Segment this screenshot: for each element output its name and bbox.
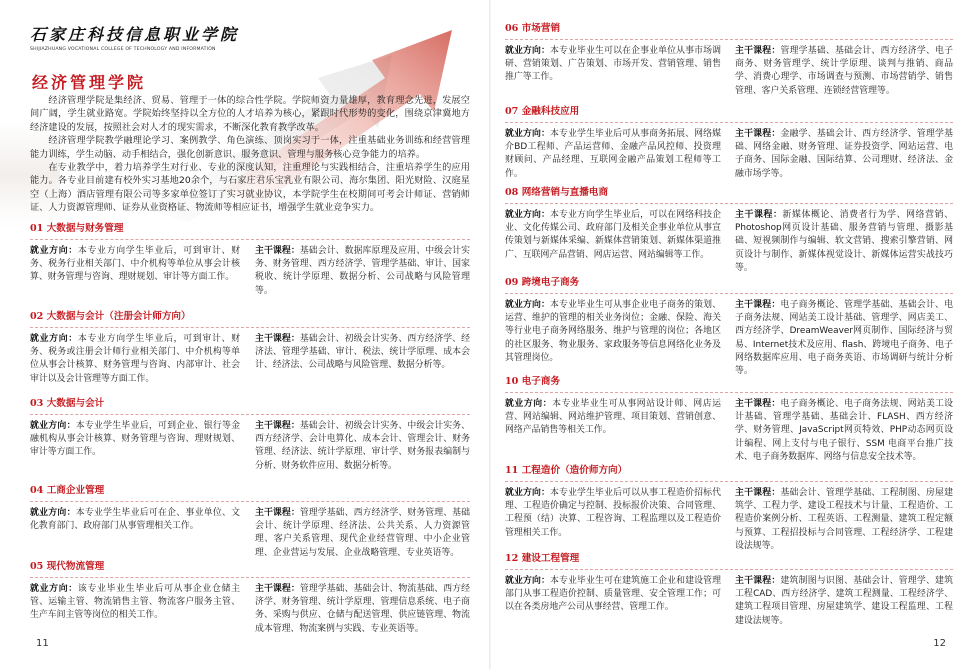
courses-content: 金融学、基础会计、西方经济学、管理学基础、网络金融、财务管理、证券投资学、网站运营、电子商务、国际金融、国际结算、公司理财、经济法、金融市场学等。 — [735, 129, 954, 179]
jobs-content: 本专业学生毕业后，可到企业、银行等金融机构从事会计核算、财务管理与咨询、理财规划、审计等方面工作。 — [30, 421, 241, 458]
major-title: 04 工商企业管理 — [30, 484, 470, 502]
jobs-content: 本专业学生毕业后可以从事工程造价招标代理、工程造价确定与控制、投标报价决策、合同管理、工程预（结）决算、工程咨询、工程监理以及工程造价管理相关工作。 — [505, 488, 722, 538]
major-section — [505, 186, 953, 275]
courses-text — [735, 128, 953, 181]
major-title: 01 大数据与财务管理 — [30, 222, 470, 240]
college-name-en: SHIJIAZHUANG VOCATIONAL COLLEGE OF TECHNOLOGY AND INFORMATION — [30, 47, 216, 52]
courses-label: 主干课程： — [735, 210, 783, 220]
intro-paragraph: 经济管理学院是集经济、贸易、管理于一体的综合性学院。学院师资力量雄厚，教育理念先进，发展空间广阔，学生就业路宽。学院始终坚持以全方位的人才培养为核心，紧跟时代形势的变化，围绕京津冀地方经济建设的发展，按照社会对人才的现实需求，不断深化教育教学改革。 — [30, 95, 470, 133]
courses-text — [255, 333, 470, 386]
jobs-text — [505, 299, 721, 378]
courses-content: 基础会计、数据库原理及应用、中级会计实务、财务管理、西方经济学、管理学基础、审计、国家税收、统计学原理、数据分析、公司战略与风险管理等。 — [255, 246, 471, 296]
courses-label: 主干课程： — [735, 129, 781, 139]
courses-text — [735, 209, 953, 275]
major-title: 06 市场营销 — [505, 22, 953, 40]
jobs-content: 该专业毕业生毕业后可从事企业仓储主管、运输主管、物流销售主管、物流客户服务主管、生产车间主管等岗位的相关工作。 — [30, 584, 241, 621]
jobs-label: 就业方向： — [505, 399, 553, 409]
major-section — [505, 552, 953, 628]
jobs-content: 本专业毕业生可以在企事业单位从事市场调研、营销策划、广告策划、市场开发、营销管理、销售推广等工作。 — [505, 46, 722, 83]
jobs-label: 就业方向： — [505, 300, 551, 310]
jobs-text — [30, 583, 240, 636]
jobs-label: 就业方向： — [505, 210, 551, 220]
major-section — [505, 105, 953, 181]
courses-content: 电子商务概论、管理学基础、基础会计、电子商务法规、网站美工设计基础、管理学、网店美工、西方经济学、DreamWeaver网页制作、国际经济与贸易、Internet技术及应用、flash、跨境电子商务、电子网络数据库应用、电子商务英语、市场调研与统计分析等。 — [735, 300, 954, 377]
courses-text — [255, 420, 470, 473]
courses-content: 电子商务概论、电子商务法规、网站美工设计基础、管理学基础、基础会计、FLASH、西方经济学、财务管理、JavaScript网页特效、PHP动态网页设计编程、网上支付与电子银行、SSM 电商平台推广技术、电子商务数据库、网络与信息安全技术等。 — [735, 399, 954, 462]
major-section — [30, 222, 470, 298]
right-page — [490, 0, 980, 669]
intro-paragraph: 经济管理学院教学融理论学习、案例教学、角色演练、顶岗实习于一体，注重基础业务训练和经营管理能力训练，学生动脑、动手相结合，强化创新意识、服务意识、管理与服务核心竞争能力的培养。 — [30, 135, 470, 160]
major-title: 07 金融科技应用 — [505, 105, 953, 123]
jobs-text — [505, 209, 721, 275]
jobs-label: 就业方向： — [505, 129, 551, 139]
jobs-text — [30, 333, 240, 386]
jobs-label: 就业方向： — [30, 508, 76, 518]
courses-content: 管理学基础、基础会计、西方经济学、电子商务、财务管理学、统计学原理、谈判与推销、商品学、消费心理学、市场调查与预测、市场营销学、销售管理、客户关系管理、连锁经营管理等。 — [735, 46, 954, 96]
courses-text — [255, 507, 470, 560]
courses-text — [735, 487, 953, 553]
jobs-label: 就业方向： — [30, 334, 78, 344]
college-name-cn: 石家庄科技信息职业学院 — [30, 25, 240, 44]
intro-paragraph: 在专业教学中，着力培养学生对行业、专业的深度认知，注重理论与实践相结合，注重培养学生的应用能力。各专业目前建有校外实习基地20余个，与石家庄君乐宝乳业有限公司、海尔集团、阳光财险、汉庭星空（上海）酒店管理有限公司等多家单位签订了实习就业协议，本学院学生在校期间可考会计师证、营销师证、人力资源管理师、证券从业资格证、物流师等相应证书，增强学生就业竞争实力。 — [30, 162, 470, 214]
jobs-label: 就业方向： — [505, 488, 551, 498]
major-section — [505, 22, 953, 98]
major-section — [30, 397, 470, 473]
courses-label: 主干课程： — [255, 334, 300, 344]
courses-label: 主干课程： — [735, 399, 781, 409]
major-title: 03 大数据与会计 — [30, 397, 470, 415]
courses-label: 主干课程： — [735, 488, 781, 498]
courses-text — [255, 245, 470, 298]
major-section — [505, 276, 953, 378]
courses-label: 主干课程： — [255, 421, 300, 431]
jobs-label: 就业方向： — [505, 46, 551, 56]
major-title: 09 跨境电子商务 — [505, 276, 953, 294]
jobs-text — [30, 507, 240, 560]
major-title: 05 现代物流管理 — [30, 560, 470, 578]
courses-content: 基础会计、管理学基础、工程制图、房屋建筑学、工程力学、建设工程技术与计量、工程造价、工程造价案例分析、工程英语、工程测量、建筑工程定额与预算、工程招投标与合同管理、工程经济学、工程建设法规等。 — [735, 488, 954, 551]
major-section — [30, 560, 470, 636]
major-section — [505, 464, 953, 553]
jobs-label: 就业方向： — [30, 421, 76, 431]
major-section — [30, 310, 470, 386]
jobs-label: 就业方向： — [30, 584, 78, 594]
courses-label: 主干课程： — [735, 300, 781, 310]
jobs-content: 本专业毕业生可从事企业电子商务的策划、运营、维护的管理的相关业务岗位；金融、保险、海关等行业电子商务网络服务、维护与管理的岗位；各地区的社区服务、物业服务、家政服务等信息网络化业务及其管理岗位。 — [505, 300, 722, 363]
major-section — [30, 484, 470, 560]
courses-label: 主干课程： — [255, 584, 300, 594]
intro-text — [30, 94, 470, 215]
courses-label: 主干课程： — [735, 46, 781, 56]
jobs-label: 就业方向： — [505, 576, 551, 586]
major-title: 08 网络营销与直播电商 — [505, 186, 953, 204]
courses-text — [735, 575, 953, 628]
courses-content: 新媒体概论、消费者行为学、网络营销、Photoshop网页设计基础、服务营销与管理、摄影基础、短视频制作与编辑、软文营销、搜索引擎营销、网页设计与制作、新媒体视觉设计、新媒体运营实战技巧等。 — [735, 210, 954, 273]
jobs-text — [505, 575, 721, 628]
jobs-text — [30, 420, 240, 473]
courses-label: 主干课程： — [735, 576, 781, 586]
courses-text — [735, 299, 953, 378]
courses-content: 基础会计、初级会计实务、中级会计实务、西方经济学、会计电算化、成本会计、管理会计、财务管理、经济法、统计学原理、审计学、财务报表编制与分析、财务软件应用、数据分析等。 — [255, 421, 471, 471]
courses-text — [255, 583, 470, 636]
courses-text — [735, 45, 953, 98]
jobs-content: 本专业学生毕业后可从事商务拓展、网络媒介BD工程师、产品运营师、金融产品风控师、投资理财顾问、产品经理、互联网金融产品策划工程师等工作。 — [505, 129, 722, 179]
jobs-content: 本专业方向学生毕业后，可到审计、财务、税务或注册会计师行业相关部门、中介机构等单位从事会计核算、财务管理与咨询、内部审计、社会审计以及会计管理等方面工作。 — [30, 334, 241, 384]
jobs-text — [505, 487, 721, 553]
major-title: 12 建设工程管理 — [505, 552, 953, 570]
jobs-content: 本专业毕业生可在建筑施工企业和建设管理部门从事工程造价控制、质量管理、安全管理工作；可以在各类房地产公司从事经营、管理工作。 — [505, 576, 722, 613]
jobs-content: 本专业方向学生毕业后，可到审计、财务、税务行业相关部门、中介机构等单位从事会计核算、财务管理与咨询、理财规划、审计等方面工作。 — [30, 246, 241, 283]
jobs-content: 本专业方向学生毕业后，可以在网络科技企业、文化传媒公司、政府部门及相关企事业单位从事宣传策划与新媒体采编、新媒体营销策划、新媒体渠道推广、互联网产品营销、网店运营、网站编辑等工作。 — [505, 210, 722, 260]
courses-content: 建筑制图与识图、基础会计、管理学、建筑工程CAD、西方经济学、建筑工程测量、工程经济学、建筑工程项目管理、房屋建筑学、建设工程监理、工程建设法规等。 — [735, 576, 954, 626]
major-title: 02 大数据与会计（注册会计师方向） — [30, 310, 470, 328]
courses-content: 管理学基础、西方经济学、财务管理、基础会计、统计学原理、经济法、公共关系、人力资源管理、客户关系管理、现代企业经营管理、中小企业管理、企业营运与发展、企业战略管理、专业英语等。 — [255, 508, 471, 558]
major-title: 11 工程造价（造价师方向） — [505, 464, 953, 482]
courses-content: 管理学基础、基础会计、物流基础、西方经济学、财务管理、统计学原理、管理信息系统、电子商务、采购与供应、仓储与配送管理、供应链管理、物流成本管理、物流案例与实践、专业英语等。 — [255, 584, 471, 634]
jobs-text — [505, 45, 721, 98]
jobs-text — [30, 245, 240, 298]
courses-content: 基础会计、初级会计实务、西方经济学、经济法、管理学基础、审计、税法、统计学原理、成本会计、经济法、公司战略与风险管理、数据分析等。 — [255, 334, 471, 371]
page-number: 11 — [36, 638, 49, 649]
courses-label: 主干课程： — [255, 508, 300, 518]
jobs-text — [505, 398, 721, 464]
jobs-text — [505, 128, 721, 181]
page-number: 12 — [933, 638, 946, 649]
courses-label: 主干课程： — [255, 246, 300, 256]
major-title: 10 电子商务 — [505, 375, 953, 393]
major-section — [505, 375, 953, 464]
jobs-label: 就业方向： — [30, 246, 78, 256]
jobs-content: 本专业学生毕业后可在企、事业单位、文化教育部门、政府部门从事管理相关工作。 — [30, 508, 241, 532]
jobs-content: 本专业毕业生可从事网站设计师、网店运营、网站编辑、网站维护管理、项目策划、营销创意、网络产品销售等相关工作。 — [505, 399, 722, 436]
college-title: 经济管理学院 — [32, 73, 147, 92]
courses-text — [735, 398, 953, 464]
college-logo — [30, 22, 239, 52]
